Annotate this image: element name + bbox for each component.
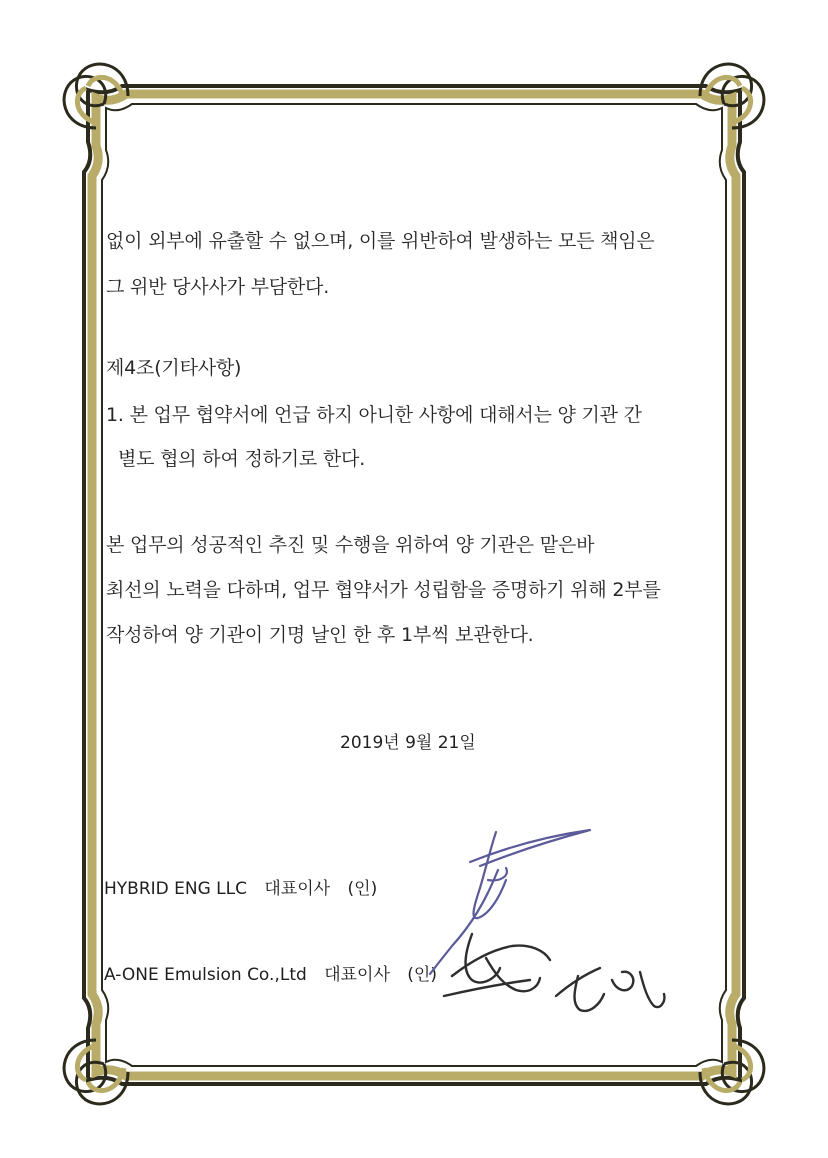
closing-line-3: 작성하여 양 기관이 기명 날인 한 후 1부씩 보관한다.: [106, 624, 534, 646]
paragraph-continuation-line-2: 그 위반 당사사가 부담한다.: [106, 276, 330, 298]
signatory-2-company: A-ONE Emulsion Co.,Ltd: [104, 965, 307, 985]
agreement-date: 2019년 9월 21일: [340, 733, 476, 753]
signatory-2-seal: (인): [407, 965, 437, 985]
closing-line-1: 본 업무의 성공적인 추진 및 수행을 위하여 양 기관은 맡은바: [106, 534, 595, 556]
article-4-item-1-line-1: 1. 본 업무 협약서에 언급 하지 아니한 사항에 대해서는 양 기관 간: [106, 404, 642, 426]
signature-1: [430, 830, 590, 974]
signatory-1-title: 대표이사: [264, 879, 331, 899]
article-4-heading: 제4조(기타사항): [106, 357, 242, 379]
signatory-1-company: HYBRID ENG LLC: [104, 879, 247, 899]
article-4-item-1-line-2: 별도 협의 하여 정하기로 한다.: [118, 448, 366, 470]
signature-2: [444, 934, 664, 1011]
signatory-2-title: 대표이사: [324, 965, 390, 985]
signatory-1-seal: (인): [347, 879, 378, 899]
closing-line-2: 최선의 노력을 다하며, 업무 협약서가 성립함을 증명하기 위해 2부를: [106, 579, 661, 601]
paragraph-continuation-line-1: 없이 외부에 유출할 수 없으며, 이를 위반하여 발생하는 모든 책임은: [106, 230, 655, 252]
